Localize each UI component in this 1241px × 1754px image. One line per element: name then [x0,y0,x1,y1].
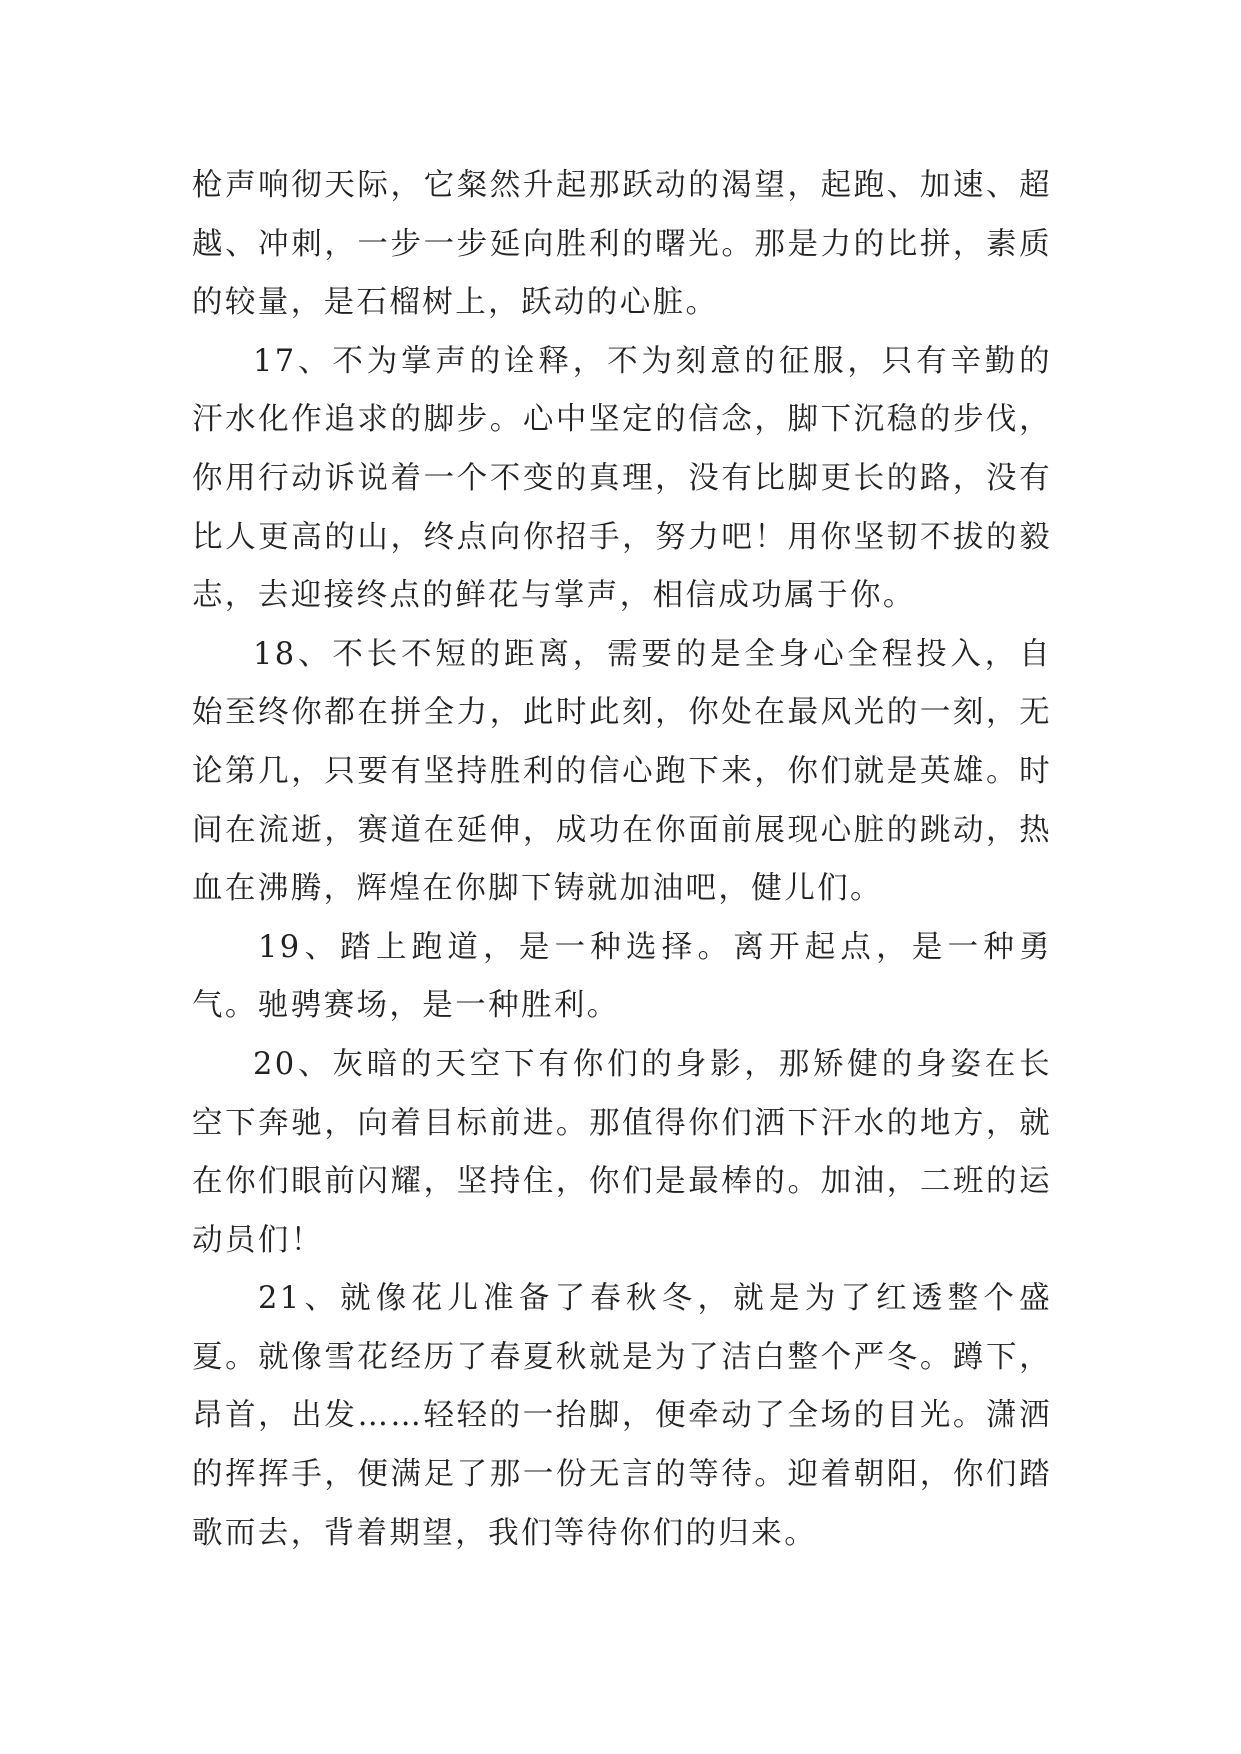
paragraph-18: 18、不长不短的距离，需要的是全身心全程投入，自始至终你都在拼全力，此时此刻，你处在最风光的一刻，无论第几，只要有坚持胜利的信心跑下来，你们就是英雄。时间在流逝，赛道在延伸，成功在你面前展现心脏的跳动，热血在沸腾，辉煌在你脚下铸就加油吧，健儿们。 [192,636,1052,907]
paragraph-17: 17、不为掌声的诠释，不为刻意的征服，只有辛勤的汗水化作追求的脚步。心中坚定的信念，脚下沉稳的步伐，你用行动诉说着一个不变的真理，没有比脚更长的路，没有比人更高的山，终点向你招手，努力吧！用你坚韧不拔的毅志，去迎接终点的鲜花与掌声，相信成功属于你。 [192,343,1052,614]
paragraph-intro: 枪声响彻天际，它粲然升起那跃动的渴望，起跑、加速、超越、冲刺，一步一步延向胜利的曙光。那是力的比拼，素质的较量，是石榴树上，跃动的心脏。 [192,168,1052,321]
paragraph-19: 19、踏上跑道，是一种选择。离开起点，是一种勇气。驰骋赛场，是一种胜利。 [192,929,1052,1024]
document-page [192,157,1052,1563]
paragraph-21: 21、就像花儿准备了春秋冬，就是为了红透整个盛夏。就像雪花经历了春夏秋就是为了洁白整个严冬。蹲下，昂首，出发……轻轻的一抬脚，便牵动了全场的目光。潇洒的挥挥手，便满足了那一份无言的等待。迎着朝阳，你们踏歌而去，背着期望，我们等待你们的归来。 [192,1281,1052,1551]
paragraph-20: 20、灰暗的天空下有你们的身影，那矫健的身姿在长空下奔驰，向着目标前进。那值得你们洒下汗水的地方，就在你们眼前闪耀，坚持住，你们是最棒的。加油，二班的运动员们！ [192,1046,1052,1258]
